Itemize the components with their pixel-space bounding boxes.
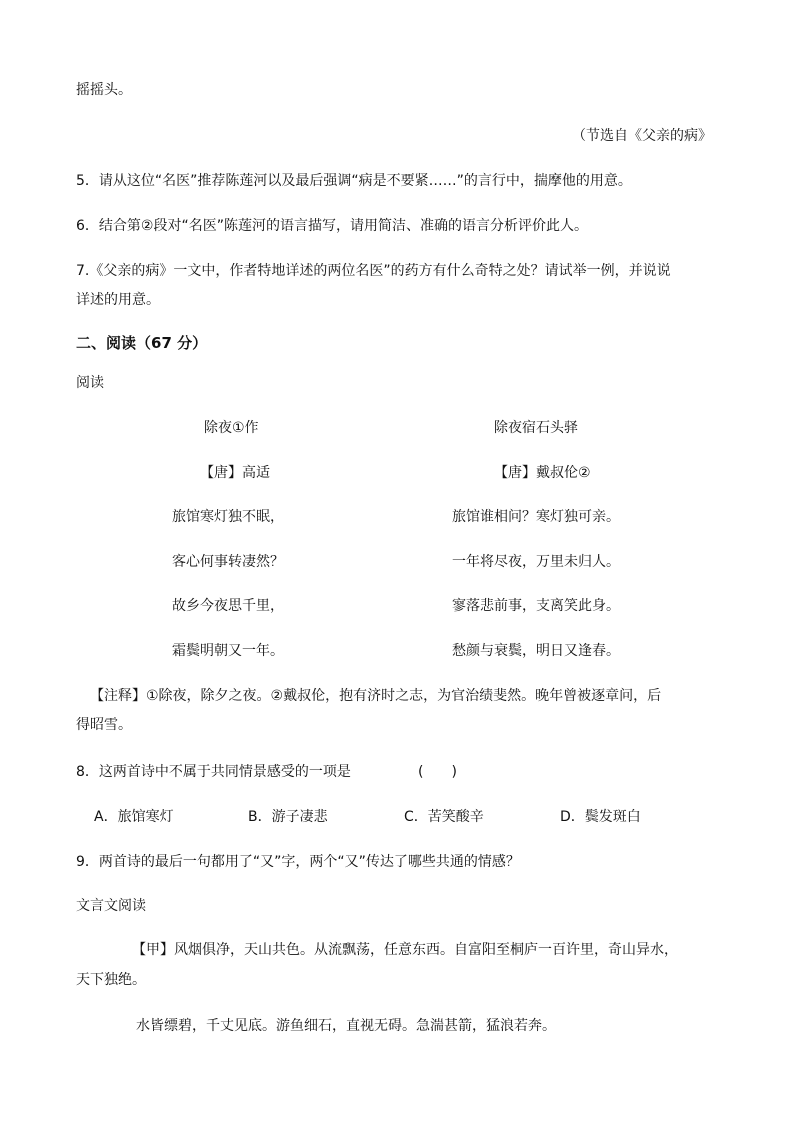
answer-paren: ( ) [418, 764, 457, 780]
poem2-line: 一年将尽夜，万里未归人。 [452, 554, 620, 570]
poem1-author: 【唐】高适 [200, 465, 270, 481]
classical-label: 文言文阅读 [76, 898, 146, 914]
option-d: D．鬓发斑白 [560, 809, 641, 825]
classical-passage-2: 水皆缥碧，千丈见底。游鱼细石，直视无碍。急湍甚箭，猛浪若奔。 [136, 1018, 556, 1034]
option-c: C．苦笑酸辛 [404, 809, 484, 825]
source-note: （节选自《父亲的病》 [572, 128, 712, 144]
annotation-cont: 得昭雪。 [76, 717, 132, 733]
poem2-line: 愁颜与衰鬓，明日又逢春。 [452, 643, 620, 659]
option-a: A．旅馆寒灯 [94, 809, 174, 825]
poem2-title: 除夜宿石头驿 [494, 420, 578, 436]
annotation: 【注释】①除夜，除夕之夜。②戴叔伦，抱有济时之志，为官治绩斐然。晚年曾被逐章问，后 [90, 688, 662, 704]
question-8: 8．这两首诗中不属于共同情景感受的一项是 [76, 764, 351, 780]
classical-passage: 【甲】风烟俱净，天山共色。从流飘荡，任意东西。自富阳至桐庐一百许里，奇山异水， [132, 942, 678, 958]
poem2-line: 旅馆谁相问？寒灯独可亲。 [452, 509, 620, 525]
question-5: 5．请从这位“名医”推荐陈莲河以及最后强调“病是不要紧……”的言行中，揣摩他的用意。 [76, 173, 632, 189]
text-line: 摇摇头。 [76, 82, 132, 98]
question-9: 9．两首诗的最后一句都用了“又”字，两个“又”传达了哪些共通的情感？ [76, 854, 520, 870]
option-b: B．游子凄悲 [248, 809, 328, 825]
poem1-line: 旅馆寒灯独不眠， [172, 509, 284, 525]
poem2-line: 寥落悲前事，支离笑此身。 [452, 598, 620, 614]
read-label: 阅读 [76, 375, 104, 391]
poem1-line: 霜鬓明朝又一年。 [172, 643, 284, 659]
poem2-author: 【唐】戴叔伦② [494, 465, 591, 481]
poem1-title: 除夜①作 [204, 420, 259, 436]
poem1-line: 故乡今夜思千里， [172, 598, 284, 614]
question-7-cont: 详述的用意。 [76, 292, 160, 308]
poem1-line: 客心何事转凄然？ [172, 554, 284, 570]
classical-passage-cont: 天下独绝。 [76, 972, 146, 988]
question-7: 7.《父亲的病》一文中，作者特地详述的两位名医”的药方有什么奇特之处？请试举一例，并说说 [76, 263, 671, 279]
section-heading: 二、阅读（67 分） [76, 334, 208, 352]
question-6: 6．结合第②段对“名医”陈莲河的语言描写，请用简洁、准确的语言分析评价此人。 [76, 218, 588, 234]
